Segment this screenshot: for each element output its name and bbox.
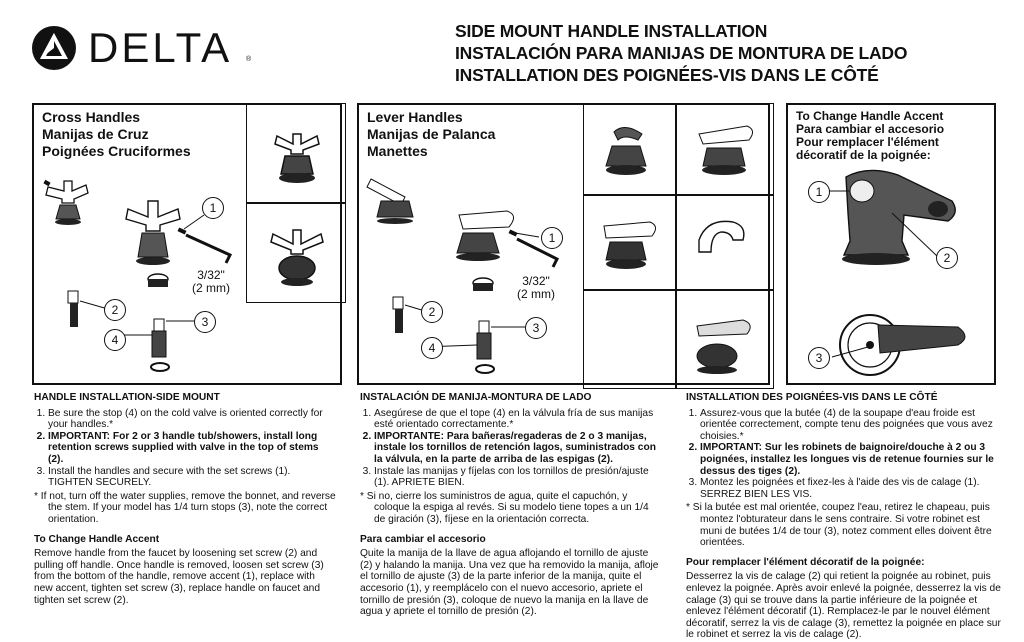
title-english: SIDE MOUNT HANDLE INSTALLATION <box>455 21 768 41</box>
lever-dim-mm: (2 mm) <box>517 287 555 301</box>
english-steps <box>34 408 336 489</box>
accent-callout-2: 2 <box>936 247 958 269</box>
lever-title-es: Manijas de Palanca <box>367 126 496 142</box>
english-step-2: 2. IMPORTANT: For 2 or 3 handle tub/showers, install long retention screws supplied with valve in the top of stems (2). <box>48 431 336 466</box>
callout-3: 3 <box>194 311 216 333</box>
registered-mark: ® <box>246 56 252 63</box>
spanish-sub-text: Quite la manija de la llave de agua aflojando el tornillo de ajuste (2) y halando la manija. Una vez que ha removido la manija, afloje el tornillo de ajuste (3) de la parte inferior de la manija, quite el accesorio (1), y reemplácelo con el nuevo accesorio, apriete el tornillo de presión (3), coloque de nuevo la manija en la llave de agua y apriete el tornillo de presión (2). <box>360 548 659 618</box>
lever-variant-4 <box>676 195 774 291</box>
cross-exploded-diagram <box>34 105 246 387</box>
french-sub-heading: Pour remplacer l'élément décoratif de la poignée: <box>686 556 925 568</box>
dim-inch: 3/32" <box>197 268 225 282</box>
delta-logo <box>30 22 260 72</box>
cross-handle-icon <box>247 104 347 204</box>
french-step-2: 2. IMPORTANT: Sur les robinets de baignoire/douche à 2 ou 3 poignées, installez les longues vis de retenue fournies sur le dessus des tiges (2). <box>700 442 1002 477</box>
callout-1: 1 <box>202 197 224 219</box>
cross-title-es: Manijas de Cruz <box>42 126 149 142</box>
lever-handles-panel <box>357 103 770 385</box>
page-titles <box>455 20 1015 86</box>
lever-callout-2: 2 <box>421 301 443 323</box>
accent-title-fr-1: Pour remplacer l'élément <box>796 135 939 149</box>
cross-title-en: Cross Handles <box>42 109 141 125</box>
cross-variant-box-1 <box>246 103 346 203</box>
lever-title-fr: Manettes <box>367 143 428 159</box>
accent-callout-3: 3 <box>808 347 830 369</box>
lever-handle-icon <box>584 196 677 292</box>
accent-title-es: Para cambiar el accesorio <box>796 122 945 136</box>
cross-title-fr: Poignées Cruciformes <box>42 143 191 159</box>
lever-blank-box <box>583 289 676 389</box>
lever-callout-3: 3 <box>525 317 547 339</box>
accent-title-en: To Change Handle Accent <box>796 109 944 123</box>
cross-variant-box-2 <box>246 203 346 303</box>
lever-dim-inch: 3/32" <box>522 274 550 288</box>
english-step-3: 3. Install the handles and secure with the set screws (1). TIGHTEN SECURELY. <box>48 466 336 489</box>
accent-cap-icon <box>788 105 998 387</box>
lever-variant-5 <box>676 289 774 389</box>
delta-triangle-logo-icon <box>30 24 78 72</box>
cross-handle-icon <box>247 204 347 304</box>
callout-4: 4 <box>104 329 126 351</box>
english-step-1: 1. Be sure the stop (4) on the cold valve is oriented correctly for your handles.* <box>48 408 336 431</box>
spanish-steps <box>360 408 662 489</box>
lever-variant-3 <box>583 195 676 291</box>
spanish-instructions <box>360 392 662 618</box>
title-french: INSTALLATION DES POIGNÉES-VIS DANS LE CÔTÉ <box>455 65 879 85</box>
english-heading: HANDLE INSTALLATION-SIDE MOUNT <box>34 392 220 403</box>
lever-callout-1: 1 <box>541 227 563 249</box>
french-sub-text: Desserrez la vis de calage (2) qui retient la poignée au robinet, puis enlevez la poignée. Après avoir enlevé la poignée, desserrez la vis de calage (3) qui se trouve dans la partie inférieure de la poignée et enlevez l'élément décoratif (1). Remplacez-le par le nouvel élément décoratif, serrez la vis de calage (3), remettez la poignée en place sur le robinet et serrez la vis de calage (2). <box>686 571 1001 641</box>
brand-name: DELTA <box>88 24 233 71</box>
hex-key-size <box>192 269 230 295</box>
lever-hex-key-size <box>517 275 555 301</box>
accent-title-fr-2: décoratif de la poignée: <box>796 148 931 162</box>
french-heading: INSTALLATION DES POIGNÉES-VIS DANS LE CÔTÉ <box>686 392 938 403</box>
accent-panel <box>786 103 996 385</box>
french-steps <box>686 408 1002 501</box>
lever-title-en: Lever Handles <box>367 109 463 125</box>
english-sub-text: Remove handle from the faucet by loosening set screw (2) and pulling off handle. Once handle is removed, loosen set screw (3) from the bottom of the handle, remove accent (1), replace with new accent, tighten set screw (3), replace handle on faucet and tighten set screw (2). <box>34 548 324 606</box>
lever-handle-icon <box>677 104 775 196</box>
cross-handles-panel <box>32 103 342 385</box>
lever-variant-2 <box>676 103 774 195</box>
english-note: * If not, turn off the water supplies, remove the bonnet, and reverse the stem. If your model has 1/4 turn stops (3), note the correct orientation. <box>34 490 336 525</box>
spanish-step-2: 2. IMPORTANTE: Para bañeras/regaderas de 2 o 3 manijas, instale los tornillos de retención lagos, suministrados con la válvula, en la parte de arriba de las espigas (2). <box>374 431 662 466</box>
title-spanish: INSTALACIÓN PARA MANIJAS DE MONTURA DE LADO <box>455 43 908 63</box>
lever-handle-icon <box>677 290 775 390</box>
accent-callout-1: 1 <box>808 181 830 203</box>
dim-mm: (2 mm) <box>192 281 230 295</box>
french-instructions <box>686 392 1002 641</box>
french-step-3: 3. Montez les poignées et fixez-les à l'aide des vis de calage (1). SERREZ BIEN LES VIS. <box>700 477 1002 500</box>
english-instructions <box>34 392 336 606</box>
spanish-step-1: 1. Asegúrese de que el tope (4) en la válvula fría de sus manijas esté orientado correctamente.* <box>374 408 662 431</box>
spanish-heading: INSTALACIÓN DE MANIJA-MONTURA DE LADO <box>360 392 592 403</box>
spanish-sub-heading: Para cambiar el accesorio <box>360 533 486 545</box>
spanish-note: * Si no, cierre los suministros de agua, quite el capuchón, y coloque la espiga al revés. Si su modelo tiene topes a un 1/4 de giración (3), fíjese en la orientación correcta. <box>360 490 649 525</box>
french-note: * Si la butée est mal orientée, coupez l'eau, retirez le chapeau, puis montez l'obturateur dans le sens contraire. Si votre robinet est muni de butées 1/4 de tour (3), notez comment elles doivent être orientées. <box>686 502 992 549</box>
spanish-step-3: 3. Instale las manijas y fíjelas con los tornillos de presión/ajuste (1). APRIETE BIEN. <box>374 466 662 489</box>
english-sub-heading: To Change Handle Accent <box>34 533 160 545</box>
lever-handle-icon <box>584 104 677 196</box>
lever-variant-1 <box>583 103 676 195</box>
lever-callout-4: 4 <box>421 337 443 359</box>
lever-handle-icon <box>677 196 775 292</box>
french-step-1: 1. Assurez-vous que la butée (4) de la soupape d'eau froide est orientée correctement, compte tenu des poignées que vous avez choisies.* <box>700 408 1002 443</box>
callout-2: 2 <box>104 299 126 321</box>
